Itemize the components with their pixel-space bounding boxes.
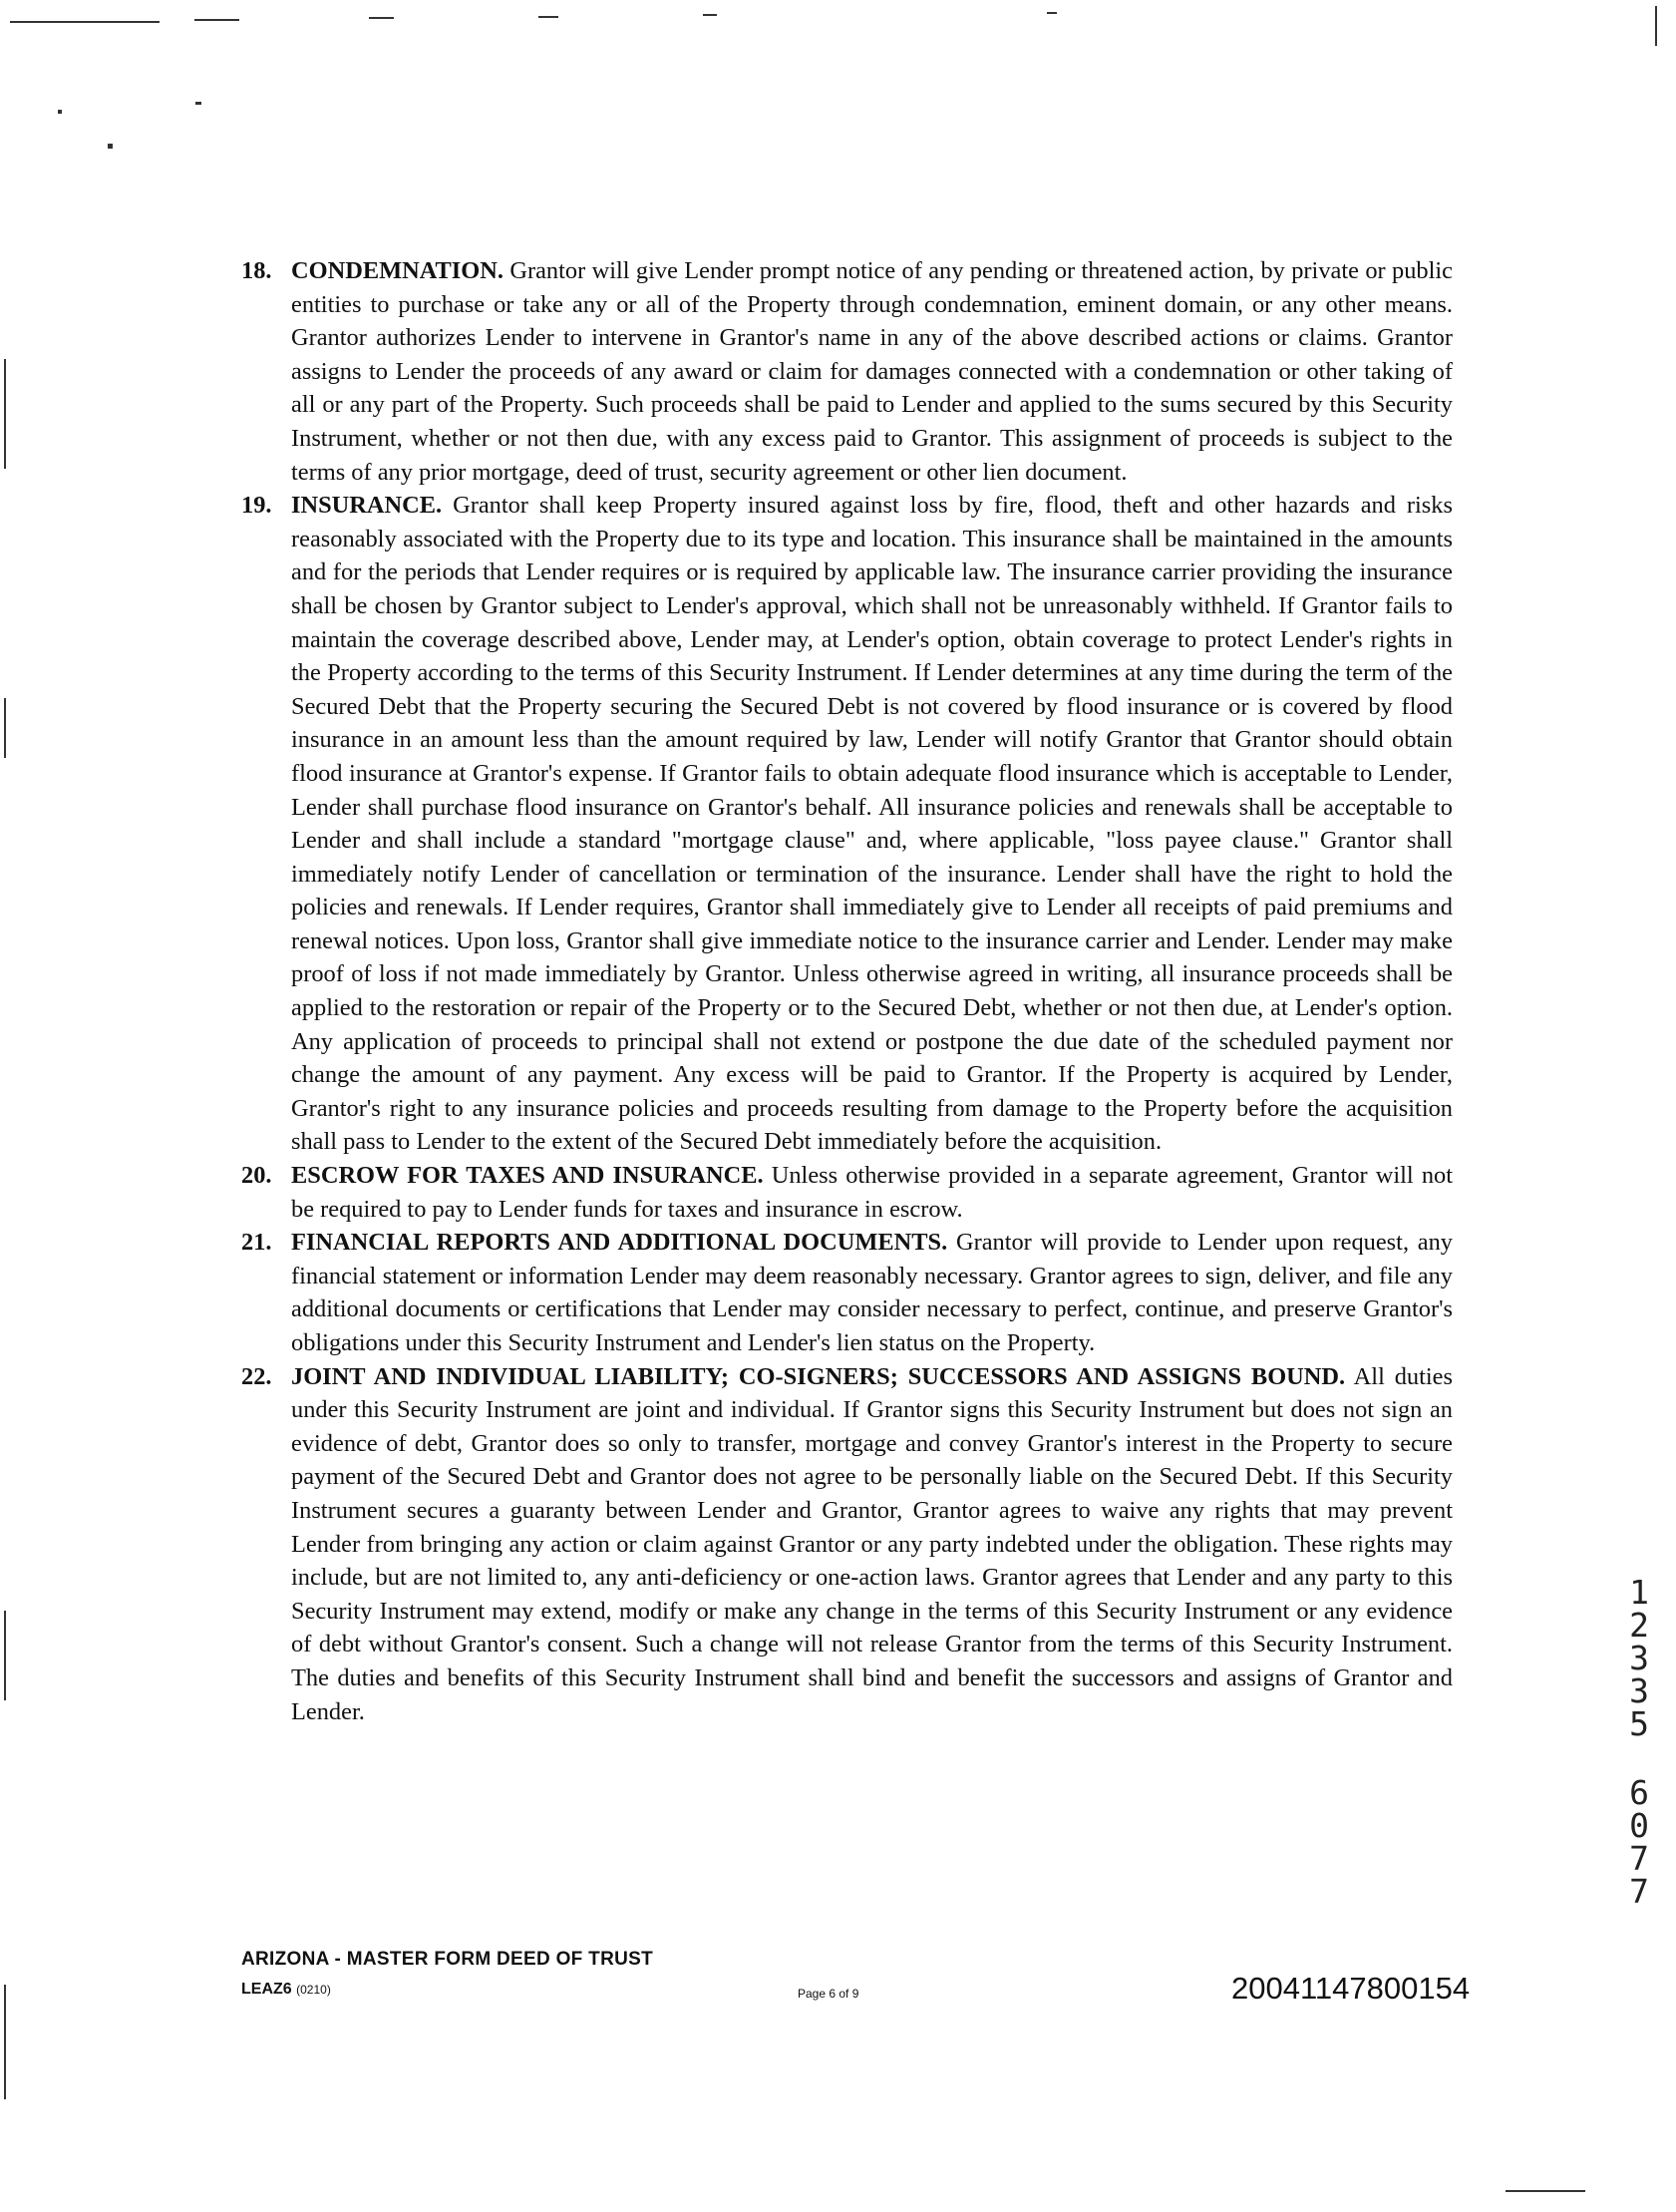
clause-heading: CONDEMNATION. (291, 257, 503, 284)
stamp-digit: 7 (1629, 1839, 1649, 1878)
scan-artifact (4, 359, 6, 469)
stamp-gap (1619, 1740, 1659, 1776)
clause-number: 19. (241, 492, 272, 520)
stamp-digit: 7 (1629, 1872, 1649, 1911)
scan-artifact (4, 1985, 6, 2099)
stamp-digit: 5 (1629, 1704, 1649, 1743)
clause-22-joint-liability (241, 1360, 1453, 1729)
clause-21-financial-reports (241, 1226, 1453, 1359)
form-title: ARIZONA - MASTER FORM DEED OF TRUST (241, 1949, 653, 1970)
scan-artifact (195, 102, 201, 105)
form-code-line (241, 1981, 653, 1999)
document-number: 20041147800154 (1231, 1971, 1471, 2006)
clause-19-insurance (241, 489, 1453, 1159)
stamp-digit: 6 (1629, 1773, 1649, 1812)
scan-artifact (10, 21, 160, 23)
stamp-digit: 3 (1629, 1671, 1649, 1710)
stamp-digit: 1 (1629, 1573, 1649, 1612)
scan-artifact (1506, 2190, 1585, 2192)
clause-text: Grantor will give Lender prompt notice of any pending or threatened action, by private or public entities to purchase or take any or all of the Property through condemnation, eminent domain, or any other means. Grantor authorizes Lender to intervene in Grantor's name in any of the above described actions or claims. Grantor assigns to Lender the proceeds of any award or claim for damages connected with a condemnation or other taking of all or any part of the Property. Such proceeds shall be paid to Lender and applied to the sums secured by this Security Instrument, whether or not then due, with any excess paid to Grantor. This assignment of proceeds is subject to the terms of any prior mortgage, deed of trust, security agreement or other lien document. (291, 257, 1453, 486)
clause-number: 20. (241, 1162, 272, 1190)
stamp-digit: 3 (1629, 1639, 1649, 1677)
clauses-body (241, 254, 1453, 1728)
scan-artifact (1047, 12, 1057, 14)
scan-artifact (4, 1611, 6, 1700)
scan-artifact (108, 144, 113, 149)
clause-number: 18. (241, 257, 272, 284)
scan-artifact (4, 698, 6, 758)
recording-stamp (1619, 1573, 1659, 1911)
form-code: LEAZ6 (241, 1981, 292, 1998)
clause-18-condemnation (241, 254, 1453, 489)
clause-heading: JOINT AND INDIVIDUAL LIABILITY; CO-SIGNERS; SUCCESSORS AND ASSIGNS BOUND. (291, 1362, 1346, 1390)
scan-artifact (194, 19, 239, 21)
page-number: Page 6 of 9 (798, 1987, 859, 2001)
clause-text: All duties under this Security Instrument are joint and individual. If Grantor signs this Security Instrument but does not sign an evidence of debt, Grantor does so only to transfer, mortgage and convey Grantor's interest in the Property to secure payment of the Secured Debt and Grantor does not agree to be personally liable on the Secured Debt. If this Security Instrument secures a guaranty between Lender and Grantor, Grantor agrees to waive any rights that may prevent Lender from bringing any action or claim against Grantor or any party indebted under the obligation. These rights may include, but are not limited to, any anti-deficiency or one-action laws. Grantor agrees that Lender and any party to this Security Instrument may extend, modify or make any change in the terms of this Security Instrument or any evidence of debt without Grantor's consent. Such a change will not release Grantor from the terms of this Security Instrument. The duties and benefits of this Security Instrument shall bind and benefit the successors and assigns of Grantor and Lender. (291, 1362, 1453, 1725)
clause-text: Grantor will provide to Lender upon request, any financial statement or information Lender may deem reasonably necessary. Grantor agrees to sign, deliver, and file any additional documents or certifications that Lender may consider necessary to perfect, continue, and preserve Grantor's obligations under this Security Instrument and Lender's lien status on the Property. (291, 1229, 1453, 1356)
clause-heading: FINANCIAL REPORTS AND ADDITIONAL DOCUMENTS. (291, 1229, 948, 1257)
stamp-digit: 0 (1629, 1806, 1649, 1845)
scan-artifact (369, 17, 394, 19)
clause-text: Unless otherwise provided in a separate agreement, Grantor will not be required to pay to Lender funds for taxes and insurance in escrow. (291, 1162, 1453, 1223)
clause-heading: ESCROW FOR TAXES AND INSURANCE. (291, 1162, 764, 1190)
form-version: (0210) (296, 1983, 331, 1997)
form-footer (241, 1949, 653, 1999)
clause-text: Grantor shall keep Property insured against loss by fire, flood, theft and other hazards and risks reasonably associated with the Property due to its type and location. This insurance shall be maintained in the amounts and for the periods that Lender requires or is required by applicable law. The insurance carrier providing the insurance shall be chosen by Grantor subject to Lender's approval, which shall not be unreasonably withheld. If Grantor fails to maintain the coverage described above, Lender may, at Lender's option, obtain coverage to protect Lender's rights in the Property according to the terms of this Security Instrument. If Lender determines at any time during the term of the Secured Debt that the Property securing the Secured Debt is not covered by flood insurance or is covered by flood insurance in an amount less than the amount required by law, Lender will notify Grantor that Grantor should obtain flood insurance at Grantor's expense. If Grantor fails to obtain adequate flood insurance which is acceptable to Lender, Lender shall purchase flood insurance on Grantor's behalf. All insurance policies and renewals shall be acceptable to Lender and shall include a standard "mortgage clause" and, where applicable, "loss payee clause." Grantor shall immediately notify Lender of cancellation or termination of the insurance. Lender shall have the right to hold the policies and renewals. If Lender requires, Grantor shall immediately give to Lender all receipts of paid premiums and renewal notices. Upon loss, Grantor shall give immediate notice to the insurance carrier and Lender. Lender may make proof of loss if not made immediately by Grantor. Unless otherwise agreed in writing, all insurance proceeds shall be applied to the restoration or repair of the Property or to the Secured Debt, whether or not then due, at Lender's option. Any application of proceeds to principal shall not extend or postpone the due date of the scheduled payment nor change the amount of any payment. Any excess will be paid to Grantor. If the Property is acquired by Lender, Grantor's right to any insurance policies and proceeds resulting from damage to the Property before the acquisition shall pass to Lender to the extent of the Secured Debt immediately before the acquisition. (291, 492, 1453, 1156)
scan-artifact (1655, 6, 1657, 46)
scan-artifact (58, 110, 62, 114)
stamp-digit: 2 (1629, 1606, 1649, 1645)
clause-number: 22. (241, 1362, 272, 1390)
clause-number: 21. (241, 1229, 272, 1257)
clause-20-escrow (241, 1159, 1453, 1226)
scan-artifact (703, 14, 717, 16)
clause-heading: INSURANCE. (291, 492, 443, 520)
scan-artifact (538, 16, 558, 18)
